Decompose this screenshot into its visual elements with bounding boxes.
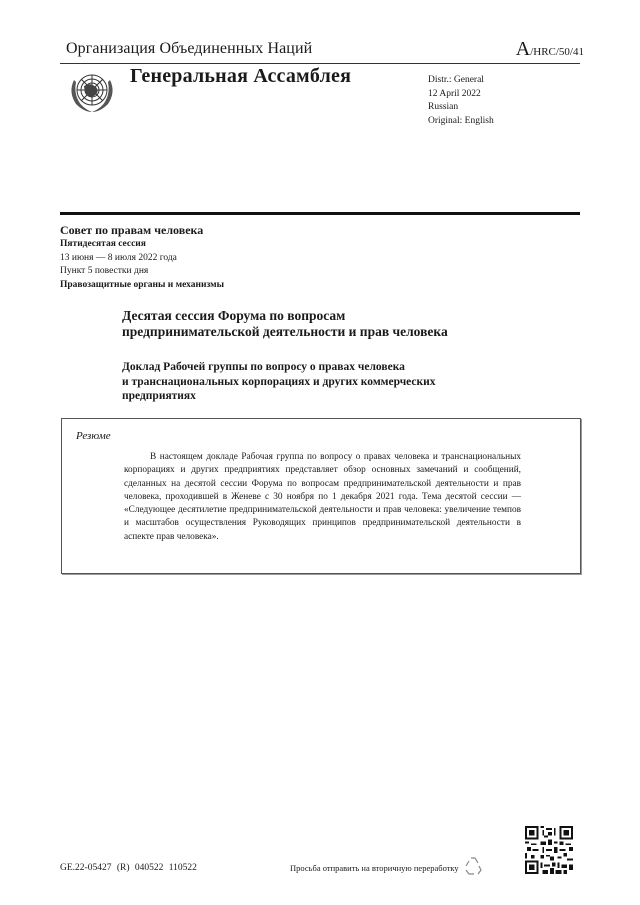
document-symbol: [516, 38, 584, 61]
section-divider: [60, 212, 580, 215]
title-line: предпринимательской деятельности и прав человека: [122, 324, 448, 339]
assembly-title: Генеральная Ассамблея: [130, 65, 352, 87]
organization-name: Организация Объединенных Наций: [66, 40, 313, 57]
session-name: Пятидесятая сессия: [60, 239, 146, 249]
summary-label: Резюме: [76, 430, 111, 442]
council-name: Совет по правам человека: [60, 223, 204, 237]
un-emblem-icon: [66, 68, 118, 116]
summary-text: В настоящем докладе Рабочая группа по вопросу о правах человека и транснациональных корпорациях и других предприятиях представляет обзор основных замечаний и сообщений, сделанных на десятой сессии Форума по вопросам предпринимательской деятельности и прав человека, проходившей в Женеве с 30 ноября по 1 декабря 2021 года. Тема десятой сессии — «Следующее десятилетие предпринимательской деятельности и прав человека: увеличение темпов и масштабов осуществления Руководящих принципов предпринимательской деятельности в аспекте прав человека».: [124, 452, 521, 542]
subtitle-line: предприятиях: [122, 390, 196, 402]
language: Russian: [428, 102, 459, 112]
recycle-icon: [463, 855, 483, 877]
document-subtitle: [122, 360, 436, 404]
symbol-prefix: A: [515, 38, 531, 60]
agenda-item: Пункт 5 повестки дня: [60, 266, 149, 276]
symbol-rest: /HRC/50/41: [530, 46, 584, 58]
agenda-title: Правозащитные органы и механизмы: [60, 279, 225, 290]
session-dates: 13 июня — 8 июля 2022 года: [60, 252, 177, 263]
title-line: Десятая сессия Форума по вопросам: [122, 308, 346, 323]
original-language: Original: English: [428, 115, 494, 126]
document-code: GE.22-05427 (R) 040522 110522: [60, 863, 197, 873]
header-divider: [60, 63, 580, 64]
qr-code-icon: [525, 825, 573, 875]
distribution-info: [428, 74, 494, 128]
council-block: [60, 222, 224, 292]
issue-date: 12 April 2022: [428, 88, 481, 99]
recycle-text: Просьба отправить на вторичную переработку: [290, 863, 459, 873]
subtitle-line: и транснациональных корпорациях и других коммерческих: [122, 375, 436, 388]
distr-label: Distr.: General: [428, 75, 484, 85]
subtitle-line: Доклад Рабочей группы по вопросу о правах человека: [122, 361, 405, 373]
document-title: [122, 308, 448, 340]
